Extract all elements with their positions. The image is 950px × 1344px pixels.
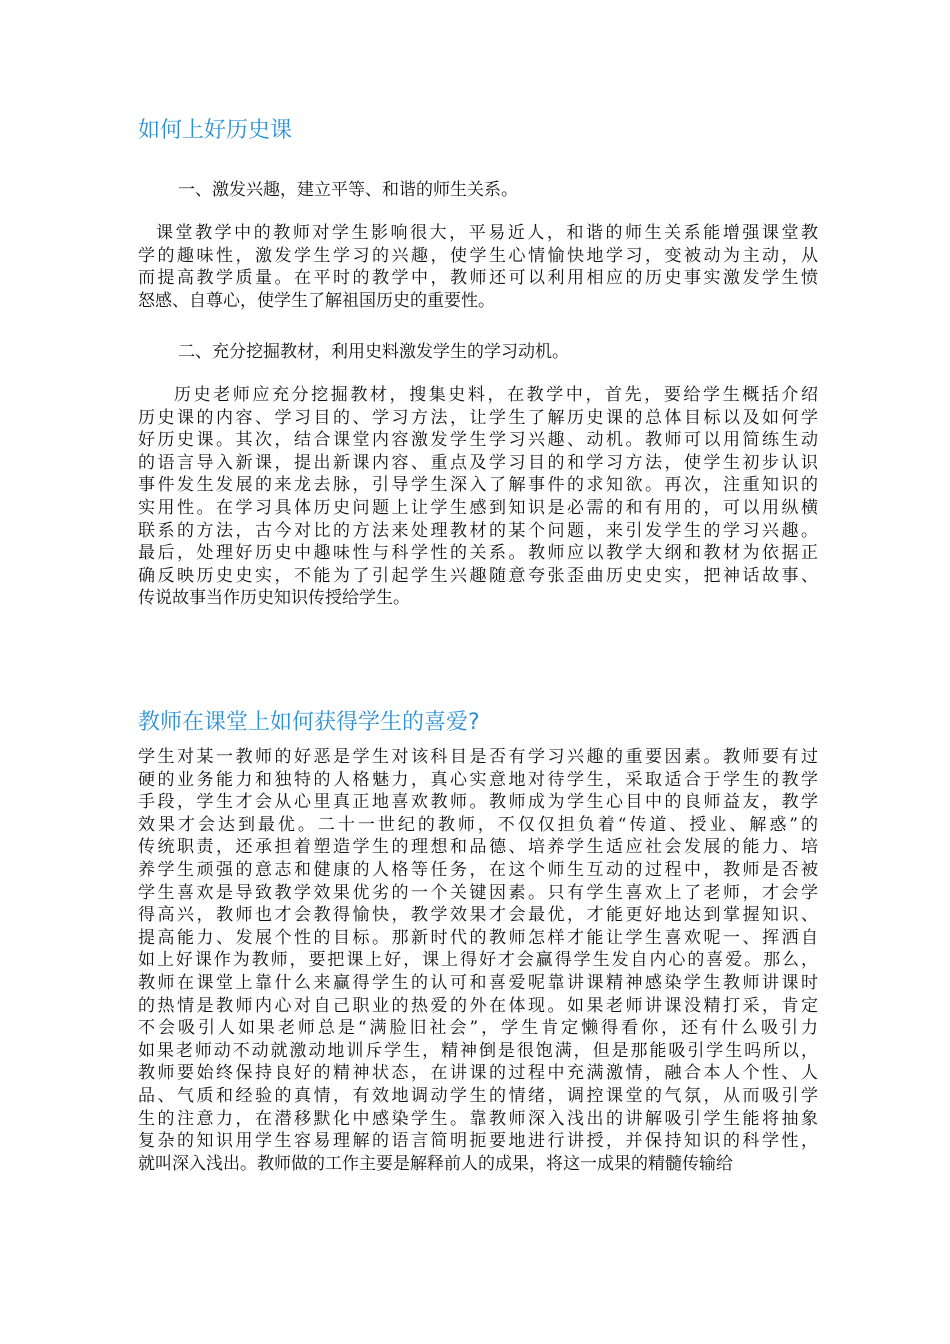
paragraph-line: 教师在课堂上靠什么来赢得学生的认可和喜爱呢靠讲课精神感染学生教师讲课时 — [138, 972, 818, 993]
paragraph-line: 硬的业务能力和独特的人格魅力，真心实意地对待学生，采取适合于学生的教学 — [138, 769, 818, 790]
paragraph-line: 得高兴，教师也才会教得愉快，教学效果才会最优，才能更好地达到掌握知识、 — [138, 905, 818, 926]
paragraph-line: 事件发生发展的来龙去脉，引导学生深入了解事件的求知欲。再次，注重知识的 — [138, 475, 818, 496]
section1-paragraph-1 — [138, 222, 818, 312]
paragraph-line: 生的注意力，在潜移默化中感染学生。靠教师深入浅出的讲解吸引学生能将抽象 — [138, 1108, 818, 1129]
paragraph-line: 手段，学生才会从心里真正地喜欢教师。教师成为学生心目中的良师益友，教学 — [138, 792, 818, 813]
section1-heading-2: 二、充分挖掘教材，利用史料激发学生的学习动机。 — [178, 342, 569, 362]
paragraph-line: 学生对某一教师的好恶是学生对该科目是否有学习兴趣的重要因素。教师要有过 — [138, 747, 818, 767]
section1-paragraph-2 — [138, 384, 818, 610]
paragraph-line: 传统职责，还承担着塑造学生的理想和品德、培养学生适应社会发展的能力、培 — [138, 837, 818, 858]
paragraph-line: 学生喜欢是导致教学效果优劣的一个关键因素。只有学生喜欢上了老师，才会学 — [138, 882, 818, 903]
paragraph-line: 确反映历史史实，不能为了引起学生兴趣随意夸张歪曲历史史实，把神话故事、 — [138, 565, 818, 586]
paragraph-line: 效果才会达到最优。二十一世纪的教师，不仅仅担负着“传道、授业、解惑”的 — [138, 814, 818, 835]
paragraph-line: 历史课的内容、学习目的、学习方法，让学生了解历史课的总体目标以及如何学 — [138, 407, 818, 428]
paragraph-line: 实用性。在学习具体历史问题上让学生感到知识是必需的和有用的，可以用纵横 — [138, 497, 818, 518]
paragraph-line: 历史老师应充分挖掘教材，搜集史料，在教学中，首先，要给学生概括介绍 — [174, 385, 818, 405]
paragraph-line: 的热情是教师内心对自己职业的热爱的外在体现。如果老师讲课没精打采，肯定 — [138, 995, 818, 1016]
paragraph-line: 最后，处理好历史中趣味性与科学性的关系。教师应以教学大纲和教材为依据正 — [138, 543, 818, 564]
paragraph-line: 而提高教学质量。在平时的教学中，教师还可以利用相应的历史事实激发学生愤 — [138, 268, 818, 289]
paragraph-line: 品、气质和经验的真情，有效地调动学生的情绪，调控课堂的气氛，从而吸引学 — [138, 1085, 818, 1106]
section1-heading-1: 一、激发兴趣，建立平等、和谐的师生关系。 — [178, 180, 518, 200]
paragraph-line: 不会吸引人如果老师总是“满脸旧社会”，学生肯定懒得看你，还有什么吸引力 — [138, 1018, 818, 1039]
paragraph-line: 如果老师动不动就激动地训斥学生，精神倒是很饱满，但是那能吸引学生吗所以， — [138, 1040, 818, 1061]
paragraph-line: 如上好课作为教师，要把课上好，课上得好才会赢得学生发自内心的喜爱。那么， — [138, 950, 818, 971]
paragraph-line: 复杂的知识用学生容易理解的语言简明扼要地进行讲授，并保持知识的科学性， — [138, 1131, 818, 1152]
paragraph-line: 学的趣味性，激发学生学习的兴趣，使学生心情愉快地学习，变被动为主动，从 — [138, 245, 818, 266]
paragraph-line: 怒感、自尊心，使学生了解祖国历史的重要性。 — [138, 290, 495, 311]
paragraph-line: 课堂教学中的教师对学生影响很大，平易近人，和谐的师生关系能增强课堂教 — [156, 223, 818, 243]
section1-title: 如何上好历史课 — [138, 118, 293, 143]
section2-title: 教师在课堂上如何获得学生的喜爱? — [138, 710, 480, 735]
paragraph-line: 提高能力、发展个性的目标。那新时代的教师怎样才能让学生喜欢呢一、挥洒自 — [138, 927, 818, 948]
paragraph-line: 就叫深入浅出。教师做的工作主要是解释前人的成果，将这一成果的精髓传输给 — [138, 1153, 733, 1174]
paragraph-line: 的语言导入新课，提出新课内容、重点及学习目的和学习方法，使学生初步认识 — [138, 452, 818, 473]
section2-paragraph — [138, 746, 818, 1175]
paragraph-line: 教师要始终保持良好的精神状态，在讲课的过程中充满激情，融合本人个性、人 — [138, 1063, 818, 1084]
paragraph-line: 联系的方法，古今对比的方法来处理教材的某个问题，来引发学生的学习兴趣。 — [138, 520, 818, 541]
paragraph-line: 养学生顽强的意志和健康的人格等任务，在这个师生互动的过程中，教师是否被 — [138, 859, 818, 880]
paragraph-line: 传说故事当作历史知识传授给学生。 — [138, 588, 410, 609]
paragraph-line: 好历史课。其次，结合课堂内容激发学生学习兴趣、动机。教师可以用简练生动 — [138, 430, 818, 451]
